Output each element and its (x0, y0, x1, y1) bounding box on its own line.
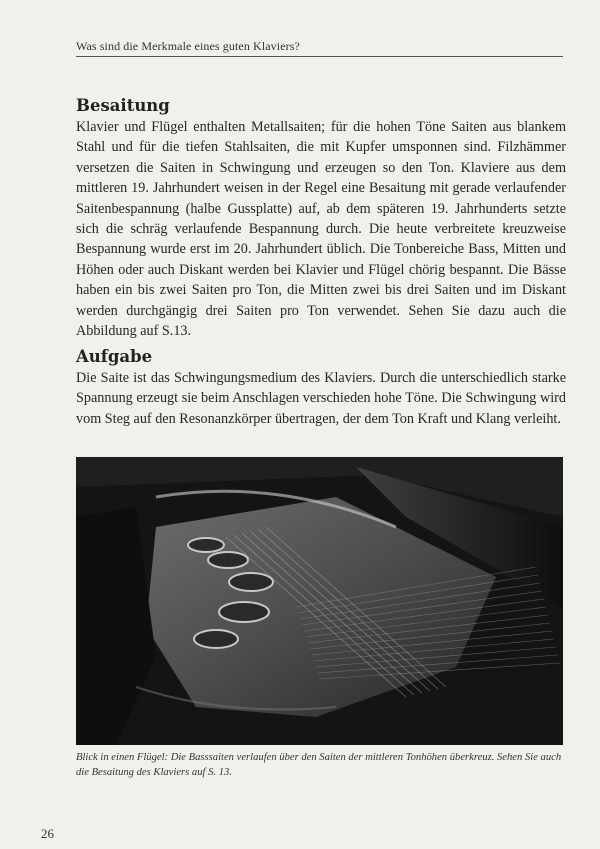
piano-illustration (76, 457, 563, 745)
piano-interior-photo (76, 457, 563, 745)
section-aufgabe (76, 347, 566, 429)
running-head: Was sind die Merkmale eines guten Klaviers? (76, 39, 300, 53)
section-body-besaitung: Klavier und Flügel enthalten Metallsaiten; für die hohen Töne Saiten aus blankem Stahl und für die tiefen Stahlsaiten, die mit Kupfer umsponnen sind. Filzhämmer versetzen die Saiten in Schwingung und erzeugen so den Ton. Klaviere aus dem mittleren 19. Jahrhundert weisen in der Regel eine Besaitung mit gerade verlaufender Saitenbespannung (halbe Gussplatte) auf, ab dem späteren 19. Jahrhunderts setzte sich die schräg verlaufende Bespannung durch. Die heute verbreitete kreuzweise Bespannung wurde erst im 20. Jahrhundert üblich. Die Tonbereiche Bass, Mitten und Höhen oder auch Diskant werden bei Klavier und Flügel chörig bespannt. Die Bässe haben ein bis zwei Saiten pro Ton, die Mitten zwei bis drei Saiten und im Diskant werden durchgängig drei Saiten pro Ton verwendet. Sehen Sie dazu auch die Abbildung auf S.13. (76, 119, 566, 340)
page-number: 26 (41, 826, 54, 841)
section-heading-besaitung: Besaitung (76, 96, 170, 115)
section-besaitung (76, 96, 566, 341)
header-rule (76, 56, 563, 57)
figure-caption: Blick in einen Flügel: Die Basssaiten verlaufen über den Saiten der mittleren Tonhöhen überkreuz. Sehen Sie auch die Besaitung des Klaviers auf S. 13. (76, 752, 562, 778)
section-heading-aufgabe: Aufgabe (76, 347, 153, 366)
section-body-aufgabe: Die Saite ist das Schwingungsmedium des Klaviers. Durch die unterschiedlich starke Spannung erzeugt sie beim Anschlagen verschieden hohe Töne. Die Schwingung wird vom Steg auf den Resonanzkörper übertragen, der dem Ton Kraft und Klang verleiht. (76, 370, 566, 427)
